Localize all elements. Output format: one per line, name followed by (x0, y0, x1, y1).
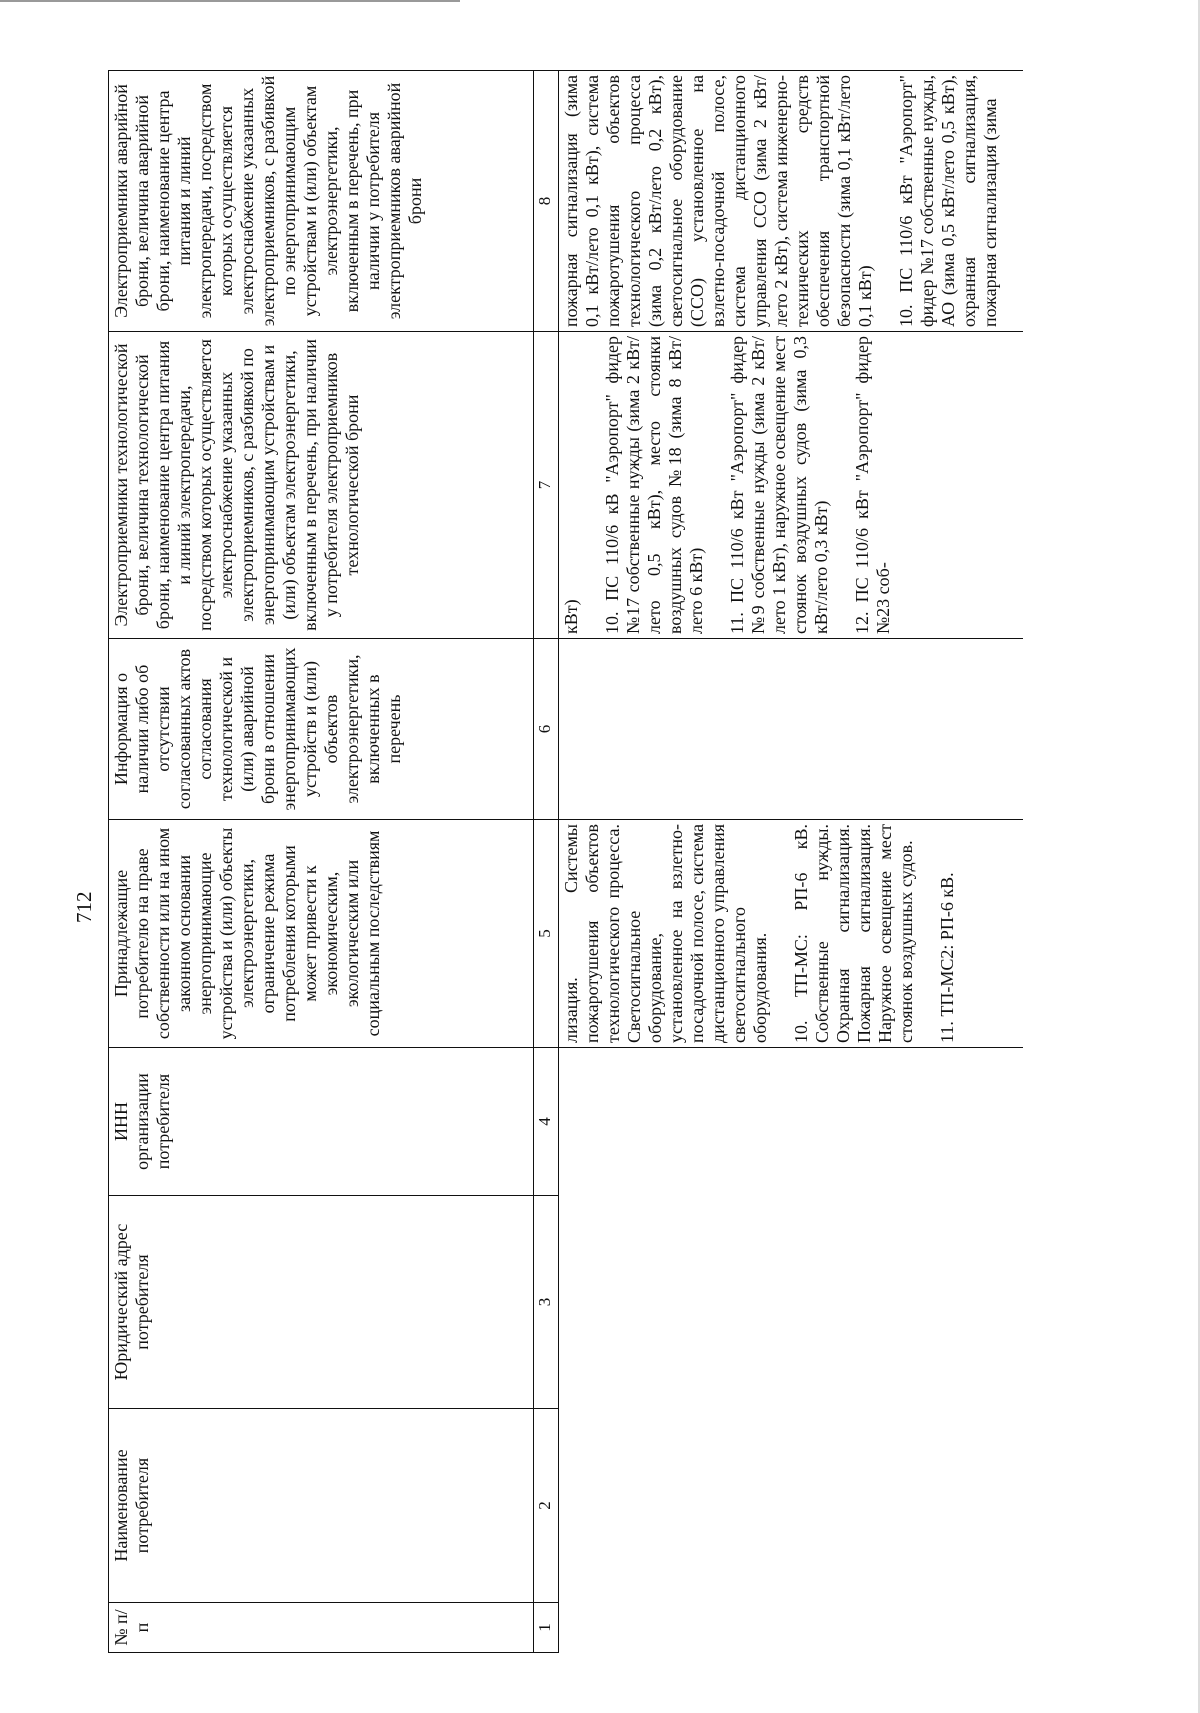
header-cell: Информация о наличии либо об отсутствии согласованных актов согласования технологической и (или) аварийной брони в отношении энергопринимающих устройств и (или) объектов электроэнергетики, включенных в перечень (109, 639, 534, 820)
empty-cell (559, 1196, 1024, 1409)
column-number: 5 (534, 820, 559, 1048)
header-cell: ИНН организации потребителя (109, 1048, 534, 1196)
table-row (559, 71, 1024, 1653)
cell-paragraph: 12. ПС 110/6 кВт "Аэропорт" фидер №23 соб- (852, 336, 893, 634)
cell-paragraph: 10. ПС 110/6 кВ "Аэропорт" фидер №17 собственные нужды (зима 2 кВт/лето 0,5 кВт), место стоянки воздушных судов №18 (зима 8 кВт/лето 6 кВт) (602, 336, 706, 634)
column-number: 8 (534, 71, 559, 332)
header-cell: Принадлежащие потребителю на праве собственности или на ином законном основании энергопринимающие устройства и (или) объекты электроэнергетики, ограничение режима потребления которыми может привести к экономическим, экологическим или социальным последствиям (109, 820, 534, 1048)
cell-paragraph: лизация. Системы пожаротушения объектов технологического процесса. Светосигнальное оборудование, установленное на взлетно-посадочной полосе, система дистанционного управления светосигнального оборудования. (561, 824, 770, 1043)
technological-reserve-cell (559, 332, 1024, 639)
cell-paragraph: кВт) (561, 599, 581, 634)
cell-paragraph: 10. ПС 110/6 кВт "Аэропорт" фидер №17 собственные нужды, АО (зима 0,5 кВт/лето 0,5 кВт), охранная сигнализация, пожарная сигнализация (зима (896, 75, 1000, 327)
column-number: 2 (534, 1409, 559, 1603)
cell-paragraph: пожарная сигнализация (зима 0,1 кВт/лето 0,1 кВт), система пожаротушения объектов технологического процесса (зима 0,2 кВт/лето 0,2 кВт), светосигнальное оборудование (ССО) установленное на взлетно-посадочной полосе, система дистанционного управления ССО (зима 2 кВт/лето 2 кВт), система инженерно-технических средств обеспечения транспортной безопасности (зима 0,1 кВт/лето 0,1 кВт) (561, 75, 875, 327)
cell-paragraph: 11. ПС 110/6 кВт "Аэропорт" фидер №9 собственные нужды (зима 2 кВт/лето 1 кВт), наружное освещение мест стоянок воздушных судов (зима 0,3 кВт/лето 0,3 кВт) (727, 336, 831, 634)
empty-cell (559, 1409, 1024, 1603)
column-number: 3 (534, 1196, 559, 1409)
column-number: 6 (534, 639, 559, 820)
header-cell: Юридический адрес потребителя (109, 1196, 534, 1409)
consumer-table (108, 70, 1023, 1653)
page-number: 712 (72, 891, 96, 923)
emergency-reserve-cell (559, 71, 1024, 332)
header-cell: № п/п (109, 1603, 534, 1653)
protected-equipment-cell (559, 820, 1024, 1048)
column-number-row (534, 71, 559, 1653)
column-number: 1 (534, 1603, 559, 1653)
cell-paragraph: 10. ТП-МС: РП-6 кВ. Собственные нужды. Охранная сигнализация. Пожарная сигнализация. Наружное освещение мест стоянок воздушных судов. (791, 824, 916, 1043)
header-cell: Электроприемники технологической брони, величина технологической брони, наименование центра питания и линий электропередачи, посредством которых осуществляется электроснабжение указанных электроприемников, с разбивкой по энергопринимающим устройствам и (или) объектам электроэнергетики, включенным в перечень, при наличии у потребителя электроприемников технологической брони (109, 332, 534, 639)
column-number: 4 (534, 1048, 559, 1196)
header-cell: Электроприемники аварийной брони, величина аварийной брони, наименование центра питания и линий электропередачи, посредством которых осуществляется электроснабжение указанных электроприемников, с разбивкой по энергопринимающим устройствам и (или) объектам электроэнергетики, включенным в перечень, при наличии у потребителя электроприемников аварийной брони (109, 71, 534, 332)
header-cell: Наименование потребителя (109, 1409, 534, 1603)
cell-paragraph: 11. ТП-МС2: РП-6 кВ. (937, 872, 957, 1043)
empty-cell (559, 1603, 1024, 1653)
table-header-row (109, 71, 534, 1653)
empty-cell (559, 639, 1024, 820)
empty-cell (559, 1048, 1024, 1196)
column-number: 7 (534, 332, 559, 639)
